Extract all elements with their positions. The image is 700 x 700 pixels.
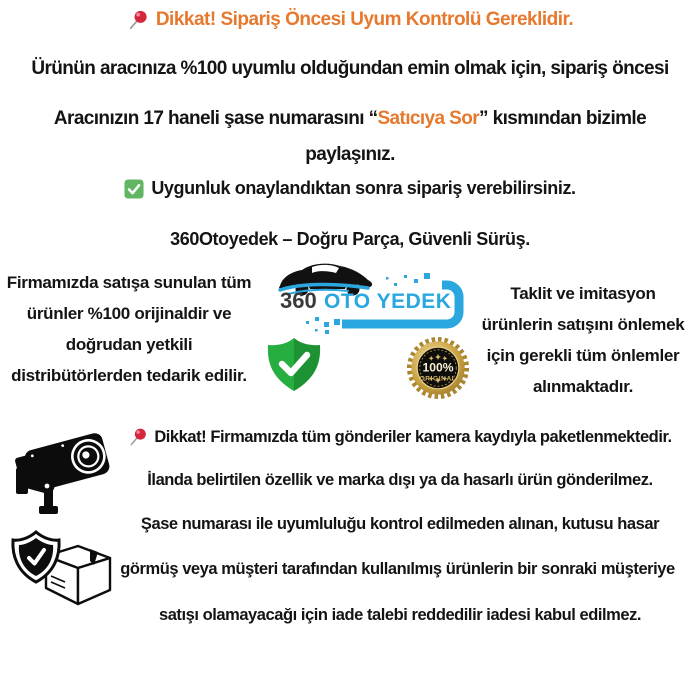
guarantee-left-line: doğrudan yetkili — [65, 335, 193, 354]
pushpin-icon — [127, 9, 149, 31]
camera-note-line1 — [100, 427, 700, 447]
approval-text: Uygunluk onaylandıktan sonra sipariş verebilirsiniz. — [151, 178, 576, 198]
guarantee-right-line: için gerekli tüm önlemler — [486, 346, 680, 365]
logo-number-text: 360 — [280, 288, 317, 313]
guarantee-left-line: ürünler %100 orijinaldir ve — [26, 304, 232, 323]
original-badge-icon — [406, 336, 470, 400]
vin-post-text: ” kısmından bizimle — [479, 108, 647, 129]
return-policy-line: Şase numarası ile uyumluluğu kontrol edilmeden alınan, kutusu hasar — [140, 515, 660, 533]
pushpin-icon — [128, 427, 148, 447]
vin-request-line2: paylaşınız. — [305, 144, 395, 165]
return-policy-line: görmüş veya müşteri tarafından kullanılmış ürünlerin bir sonraki müşteriye — [120, 560, 675, 578]
guarantee-right-line: alınmaktadır. — [532, 377, 634, 396]
vin-request-line1 — [0, 101, 700, 137]
approval-line — [0, 178, 700, 199]
vin-pre-text: Aracınızın 17 haneli şase numarasını “ — [53, 108, 378, 129]
compatibility-line: Ürünün aracınıza %100 uyumlu olduğundan emin olmak için, sipariş öncesi — [31, 58, 669, 79]
logo-name-text: OTO YEDEK — [324, 290, 452, 313]
warning-header-text: Dikkat! Sipariş Öncesi Uyum Kontrolü Gereklidir. — [155, 9, 574, 30]
guarantee-right-line: Taklit ve imitasyon — [510, 284, 656, 303]
brand-logo — [256, 260, 470, 340]
ask-seller-highlight: Satıcıya Sor — [377, 108, 480, 129]
badge-percent-text: 100% — [422, 360, 454, 375]
return-policy-line: satışı olamayacağı için iade talebi reddedilir iadesi kabul edilmez. — [158, 606, 642, 624]
shield-check-icon — [263, 336, 325, 393]
brand-slogan: 360Otoyedek – Doğru Parça, Güvenli Sürüş. — [170, 229, 530, 249]
guarantee-right-line: ürünlerin satışını önlemek — [481, 315, 685, 334]
vin-request-paragraph — [0, 101, 700, 173]
originality-guarantee-text — [0, 267, 258, 391]
camera-note-line2: İlanda belirtilen özellik ve marka dışı ya da hasarlı ürün gönderilmez. — [147, 471, 653, 489]
warning-header — [0, 9, 700, 31]
guarantee-left-line: Firmamızda satışa sunulan tüm — [6, 273, 252, 292]
green-check-box-icon — [124, 179, 144, 199]
guarantee-left-line: distribütörlerden tedarik edilir. — [11, 366, 247, 385]
camera-note-text: Dikkat! Firmamızda tüm gönderiler kamera kaydıyla paketlenmektedir. — [154, 427, 672, 446]
anti-counterfeit-text — [466, 278, 700, 402]
badge-original-text: ORIGINAL — [419, 375, 457, 383]
